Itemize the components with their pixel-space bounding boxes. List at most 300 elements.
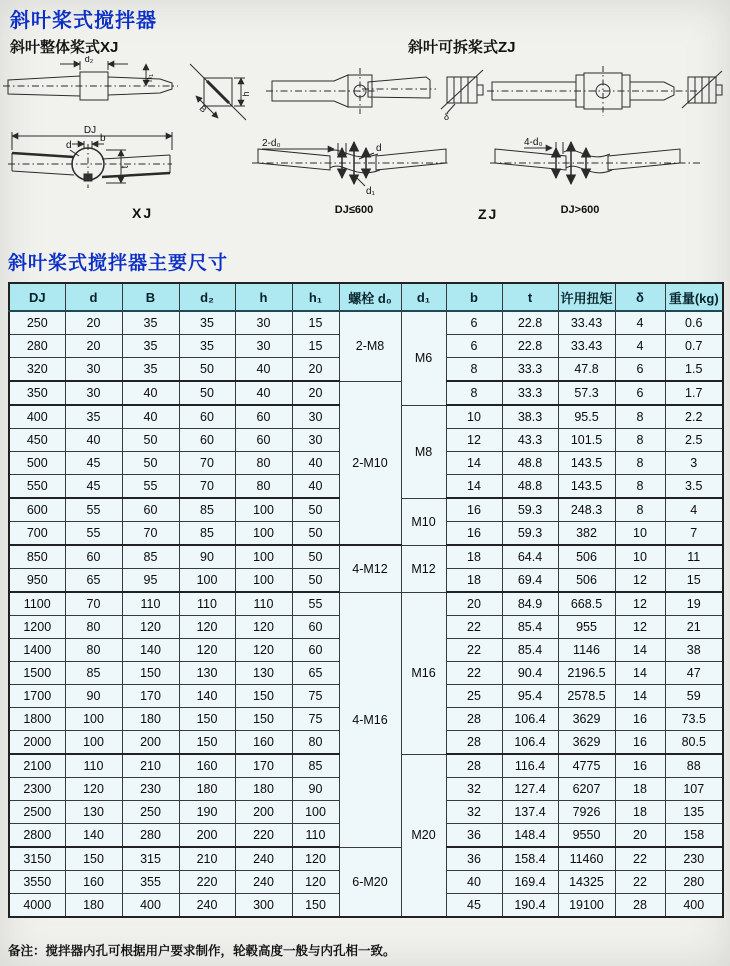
cell-d2: 70 (179, 452, 235, 475)
cell-torque: 33.43 (558, 311, 615, 335)
footer-note: 备注：搅拌器内孔可根据用户要求制作，轮毂高度一般与内孔相一致。 (8, 944, 396, 958)
cell-d: 100 (65, 731, 122, 755)
cell-d: 120 (65, 778, 122, 801)
table-title: 斜叶桨式搅拌器主要尺寸 (8, 253, 229, 274)
cell-d2: 85 (179, 522, 235, 546)
cell-d: 80 (65, 616, 122, 639)
cell-t: 64.4 (502, 545, 558, 569)
cell-b: 18 (446, 545, 502, 569)
caption-zj: ZJ (478, 206, 499, 222)
cell-b: 40 (446, 871, 502, 894)
cell-t: 106.4 (502, 731, 558, 755)
cell-dj: 4000 (9, 894, 65, 918)
cell-d2: 120 (179, 639, 235, 662)
cell-d2: 50 (179, 381, 235, 405)
cell-torque: 9550 (558, 824, 615, 848)
dim-d2-label: d₂ (84, 56, 94, 64)
cell-B: 40 (122, 381, 179, 405)
column-header: b (446, 283, 502, 311)
xj-side-view-drawing (3, 56, 178, 100)
cell-torque: 506 (558, 545, 615, 569)
cell-weight: 11 (665, 545, 723, 569)
cell-B: 85 (122, 545, 179, 569)
cell-torque: 95.5 (558, 405, 615, 429)
column-header: 许用扭矩 (558, 283, 615, 311)
cell-d2: 130 (179, 662, 235, 685)
table-head (9, 283, 723, 311)
cell-dj: 950 (9, 569, 65, 593)
cell-B: 400 (122, 894, 179, 918)
cell-h1: 150 (292, 894, 339, 918)
cell-b: 6 (446, 311, 502, 335)
cell-d2: 35 (179, 311, 235, 335)
cell-torque: 248.3 (558, 498, 615, 522)
cell-weight: 3 (665, 452, 723, 475)
cell-d: 45 (65, 452, 122, 475)
cell-delta: 16 (615, 754, 665, 778)
cell-d2: 180 (179, 778, 235, 801)
cell-h: 80 (235, 452, 292, 475)
cell-dj: 1100 (9, 592, 65, 616)
dimension-table (8, 282, 724, 918)
dim-t-label: t (120, 165, 131, 169)
cell-h1: 50 (292, 569, 339, 593)
cell-dj: 850 (9, 545, 65, 569)
cell-dj: 320 (9, 358, 65, 382)
cell-weight: 0.7 (665, 335, 723, 358)
cell-t: 137.4 (502, 801, 558, 824)
cell-d2: 220 (179, 871, 235, 894)
cell-d: 130 (65, 801, 122, 824)
cell-b: 32 (446, 778, 502, 801)
cell-b: 22 (446, 662, 502, 685)
cell-torque: 143.5 (558, 475, 615, 499)
cell-dj: 1200 (9, 616, 65, 639)
cell-B: 40 (122, 405, 179, 429)
cell-h1: 80 (292, 731, 339, 755)
cell-t: 48.8 (502, 475, 558, 499)
cell-t: 33.3 (502, 358, 558, 382)
cell-t: 38.3 (502, 405, 558, 429)
cell-torque: 2578.5 (558, 685, 615, 708)
cell-d1: M20 (401, 754, 446, 917)
cell-dj: 3550 (9, 871, 65, 894)
cell-d2: 100 (179, 569, 235, 593)
cell-dj: 400 (9, 405, 65, 429)
cell-h1: 20 (292, 381, 339, 405)
cell-d: 70 (65, 592, 122, 616)
cell-d: 80 (65, 639, 122, 662)
table-row (9, 847, 723, 871)
cell-d2: 50 (179, 358, 235, 382)
cell-h1: 50 (292, 498, 339, 522)
cell-torque: 3629 (558, 731, 615, 755)
cell-torque: 143.5 (558, 452, 615, 475)
cell-dj: 550 (9, 475, 65, 499)
dim-d-label: d (66, 140, 72, 151)
cell-B: 200 (122, 731, 179, 755)
cell-weight: 21 (665, 616, 723, 639)
cell-dj: 350 (9, 381, 65, 405)
column-header: δ (615, 283, 665, 311)
cell-b: 6 (446, 335, 502, 358)
cell-h1: 90 (292, 778, 339, 801)
cell-t: 59.3 (502, 498, 558, 522)
caption-le600: DJ≤600 (334, 204, 374, 216)
cell-dj: 280 (9, 335, 65, 358)
cell-d1: M12 (401, 545, 446, 592)
cell-B: 120 (122, 616, 179, 639)
column-header: B (122, 283, 179, 311)
cell-h: 30 (235, 335, 292, 358)
dim-four-d0-label: 4-d₀ (524, 137, 543, 148)
cell-d2: 210 (179, 847, 235, 871)
cell-t: 148.4 (502, 824, 558, 848)
cell-t: 69.4 (502, 569, 558, 593)
cell-B: 50 (122, 452, 179, 475)
cell-h: 60 (235, 429, 292, 452)
cell-B: 280 (122, 824, 179, 848)
cell-delta: 22 (615, 847, 665, 871)
cell-delta: 22 (615, 871, 665, 894)
column-header: t (502, 283, 558, 311)
cell-torque: 19100 (558, 894, 615, 918)
cell-delta: 10 (615, 522, 665, 546)
cell-h1: 60 (292, 639, 339, 662)
cell-delta: 4 (615, 335, 665, 358)
zj-joint-gt600-drawing (478, 137, 700, 222)
cell-B: 170 (122, 685, 179, 708)
cell-h: 150 (235, 708, 292, 731)
cell-weight: 400 (665, 894, 723, 918)
zj-joint-le600-drawing (252, 138, 450, 216)
cell-t: 22.8 (502, 311, 558, 335)
cell-h: 120 (235, 639, 292, 662)
cell-h1: 75 (292, 708, 339, 731)
cell-torque: 7926 (558, 801, 615, 824)
cell-t: 59.3 (502, 522, 558, 546)
cell-weight: 38 (665, 639, 723, 662)
cell-b: 28 (446, 754, 502, 778)
cell-t: 106.4 (502, 708, 558, 731)
cell-t: 43.3 (502, 429, 558, 452)
cell-d2: 90 (179, 545, 235, 569)
cell-d2: 160 (179, 754, 235, 778)
cell-h1: 15 (292, 335, 339, 358)
cell-b: 25 (446, 685, 502, 708)
cell-delta: 4 (615, 311, 665, 335)
cell-B: 140 (122, 639, 179, 662)
zj-parts-drawing (362, 66, 722, 122)
cell-B: 230 (122, 778, 179, 801)
cell-weight: 4 (665, 498, 723, 522)
cell-torque: 955 (558, 616, 615, 639)
dim-DJ-label: DJ (83, 125, 97, 136)
cell-d: 65 (65, 569, 122, 593)
cell-t: 85.4 (502, 616, 558, 639)
cell-h: 160 (235, 731, 292, 755)
cell-h: 150 (235, 685, 292, 708)
cell-dj: 250 (9, 311, 65, 335)
cell-b: 32 (446, 801, 502, 824)
cell-t: 169.4 (502, 871, 558, 894)
cell-d: 20 (65, 335, 122, 358)
cell-dj: 1500 (9, 662, 65, 685)
cell-d: 100 (65, 708, 122, 731)
cell-B: 355 (122, 871, 179, 894)
cell-torque: 382 (558, 522, 615, 546)
cell-dj: 1700 (9, 685, 65, 708)
cell-B: 60 (122, 498, 179, 522)
cell-weight: 80.5 (665, 731, 723, 755)
cell-b: 14 (446, 452, 502, 475)
cell-dj: 2100 (9, 754, 65, 778)
cell-bolt-d0: 4-M12 (339, 545, 401, 592)
cell-b: 14 (446, 475, 502, 499)
cell-delta: 18 (615, 778, 665, 801)
cell-h1: 120 (292, 871, 339, 894)
cell-weight: 47 (665, 662, 723, 685)
cell-d1: M8 (401, 405, 446, 498)
cell-d: 150 (65, 847, 122, 871)
cell-B: 250 (122, 801, 179, 824)
cell-h: 100 (235, 498, 292, 522)
cell-weight: 280 (665, 871, 723, 894)
column-header: d (65, 283, 122, 311)
cell-b: 12 (446, 429, 502, 452)
cell-torque: 14325 (558, 871, 615, 894)
dim-d1-label: d₁ (366, 186, 375, 197)
cell-h1: 50 (292, 545, 339, 569)
cell-b: 45 (446, 894, 502, 918)
cell-h: 180 (235, 778, 292, 801)
cell-d: 30 (65, 358, 122, 382)
table-row (9, 311, 723, 335)
cell-B: 35 (122, 311, 179, 335)
cell-delta: 8 (615, 405, 665, 429)
cell-t: 33.3 (502, 381, 558, 405)
cell-weight: 158 (665, 824, 723, 848)
subtitle-zj: 斜叶可拆桨式ZJ (408, 39, 516, 56)
cell-dj: 500 (9, 452, 65, 475)
cell-B: 35 (122, 335, 179, 358)
cell-d2: 60 (179, 405, 235, 429)
cell-weight: 88 (665, 754, 723, 778)
cell-weight: 19 (665, 592, 723, 616)
cell-delta: 18 (615, 801, 665, 824)
cell-h1: 75 (292, 685, 339, 708)
cell-h1: 60 (292, 616, 339, 639)
cell-torque: 57.3 (558, 381, 615, 405)
cell-h: 100 (235, 569, 292, 593)
cell-h1: 110 (292, 824, 339, 848)
dim-h-label: h (241, 91, 251, 97)
cell-delta: 12 (615, 592, 665, 616)
cell-t: 95.4 (502, 685, 558, 708)
cell-h: 120 (235, 616, 292, 639)
cell-dj: 3150 (9, 847, 65, 871)
cell-delta: 12 (615, 569, 665, 593)
cell-d: 85 (65, 662, 122, 685)
cell-h: 110 (235, 592, 292, 616)
cell-t: 48.8 (502, 452, 558, 475)
column-header: d₁ (401, 283, 446, 311)
cell-dj: 1400 (9, 639, 65, 662)
cell-delta: 14 (615, 685, 665, 708)
cell-h: 220 (235, 824, 292, 848)
cell-d2: 85 (179, 498, 235, 522)
cell-t: 158.4 (502, 847, 558, 871)
cell-d2: 70 (179, 475, 235, 499)
column-header: d₂ (179, 283, 235, 311)
dim-b-label: b (100, 133, 106, 144)
table-body (9, 311, 723, 917)
cell-d: 60 (65, 545, 122, 569)
cell-weight: 230 (665, 847, 723, 871)
cell-delta: 6 (615, 358, 665, 382)
cell-b: 18 (446, 569, 502, 593)
column-header: h₁ (292, 283, 339, 311)
cell-delta: 6 (615, 381, 665, 405)
cell-weight: 2.2 (665, 405, 723, 429)
cell-h: 40 (235, 381, 292, 405)
table-row (9, 592, 723, 616)
cell-h1: 40 (292, 452, 339, 475)
cell-B: 70 (122, 522, 179, 546)
cell-t: 85.4 (502, 639, 558, 662)
subtitle-xj: 斜叶整体桨式XJ (10, 39, 119, 56)
cell-B: 315 (122, 847, 179, 871)
cell-h: 240 (235, 847, 292, 871)
cell-h: 240 (235, 871, 292, 894)
cell-weight: 1.7 (665, 381, 723, 405)
dim-delta-label: δ (444, 112, 450, 122)
cell-weight: 15 (665, 569, 723, 593)
cell-b: 22 (446, 616, 502, 639)
cell-B: 180 (122, 708, 179, 731)
xj-hub-view-drawing (266, 68, 378, 114)
cell-d: 20 (65, 311, 122, 335)
cell-h1: 40 (292, 475, 339, 499)
header-row (9, 283, 723, 311)
cell-weight: 107 (665, 778, 723, 801)
cell-d: 40 (65, 429, 122, 452)
cell-B: 50 (122, 429, 179, 452)
column-header: 重量(kg) (665, 283, 723, 311)
cell-d2: 120 (179, 616, 235, 639)
cell-h: 40 (235, 358, 292, 382)
cell-d: 140 (65, 824, 122, 848)
cell-dj: 2500 (9, 801, 65, 824)
cell-B: 35 (122, 358, 179, 382)
cell-b: 10 (446, 405, 502, 429)
cell-d: 30 (65, 381, 122, 405)
cell-weight: 135 (665, 801, 723, 824)
cell-delta: 8 (615, 475, 665, 499)
cell-bolt-d0: 4-M16 (339, 592, 401, 847)
cell-torque: 6207 (558, 778, 615, 801)
cell-B: 150 (122, 662, 179, 685)
cell-bolt-d0: 6-M20 (339, 847, 401, 917)
cell-b: 36 (446, 847, 502, 871)
cell-b: 8 (446, 358, 502, 382)
cell-h: 100 (235, 545, 292, 569)
dim-h1-label: h₁ (144, 73, 154, 83)
cell-delta: 28 (615, 894, 665, 918)
cell-weight: 73.5 (665, 708, 723, 731)
cell-delta: 16 (615, 731, 665, 755)
cell-torque: 47.8 (558, 358, 615, 382)
cell-weight: 2.5 (665, 429, 723, 452)
cell-dj: 2800 (9, 824, 65, 848)
blade-section-drawing (190, 64, 251, 120)
cell-d: 55 (65, 522, 122, 546)
cell-weight: 3.5 (665, 475, 723, 499)
cell-torque: 3629 (558, 708, 615, 731)
cell-h: 100 (235, 522, 292, 546)
cell-weight: 59 (665, 685, 723, 708)
cell-h: 300 (235, 894, 292, 918)
cell-d: 90 (65, 685, 122, 708)
dim-B-label: B (197, 103, 209, 115)
cell-d2: 200 (179, 824, 235, 848)
cell-d2: 150 (179, 708, 235, 731)
cell-B: 110 (122, 592, 179, 616)
cell-delta: 12 (615, 616, 665, 639)
column-header: DJ (9, 283, 65, 311)
cell-delta: 20 (615, 824, 665, 848)
cell-d2: 150 (179, 731, 235, 755)
cell-t: 116.4 (502, 754, 558, 778)
dim-two-d0-label: 2-d₀ (262, 138, 281, 149)
cell-d: 180 (65, 894, 122, 918)
cell-h1: 120 (292, 847, 339, 871)
cell-d: 110 (65, 754, 122, 778)
cell-d1: M6 (401, 311, 446, 405)
cell-dj: 450 (9, 429, 65, 452)
caption-xj: XJ (132, 205, 154, 221)
dim-d-bolt-label: d (376, 143, 382, 154)
cell-weight: 0.6 (665, 311, 723, 335)
cell-h1: 30 (292, 429, 339, 452)
cell-d: 55 (65, 498, 122, 522)
cell-h1: 100 (292, 801, 339, 824)
cell-torque: 11460 (558, 847, 615, 871)
cell-weight: 1.5 (665, 358, 723, 382)
cell-bolt-d0: 2-M10 (339, 381, 401, 545)
cell-dj: 2300 (9, 778, 65, 801)
cell-d2: 60 (179, 429, 235, 452)
cell-d2: 140 (179, 685, 235, 708)
cell-torque: 4775 (558, 754, 615, 778)
cell-dj: 1800 (9, 708, 65, 731)
cell-h1: 20 (292, 358, 339, 382)
cell-dj: 600 (9, 498, 65, 522)
cell-torque: 1146 (558, 639, 615, 662)
cell-delta: 10 (615, 545, 665, 569)
cell-b: 36 (446, 824, 502, 848)
column-header: 螺栓 d₀ (339, 283, 401, 311)
cell-d2: 190 (179, 801, 235, 824)
cell-B: 55 (122, 475, 179, 499)
cell-t: 190.4 (502, 894, 558, 918)
cell-d: 45 (65, 475, 122, 499)
cell-delta: 16 (615, 708, 665, 731)
cell-d2: 110 (179, 592, 235, 616)
cell-d1: M10 (401, 498, 446, 545)
cell-h1: 50 (292, 522, 339, 546)
cell-torque: 33.43 (558, 335, 615, 358)
